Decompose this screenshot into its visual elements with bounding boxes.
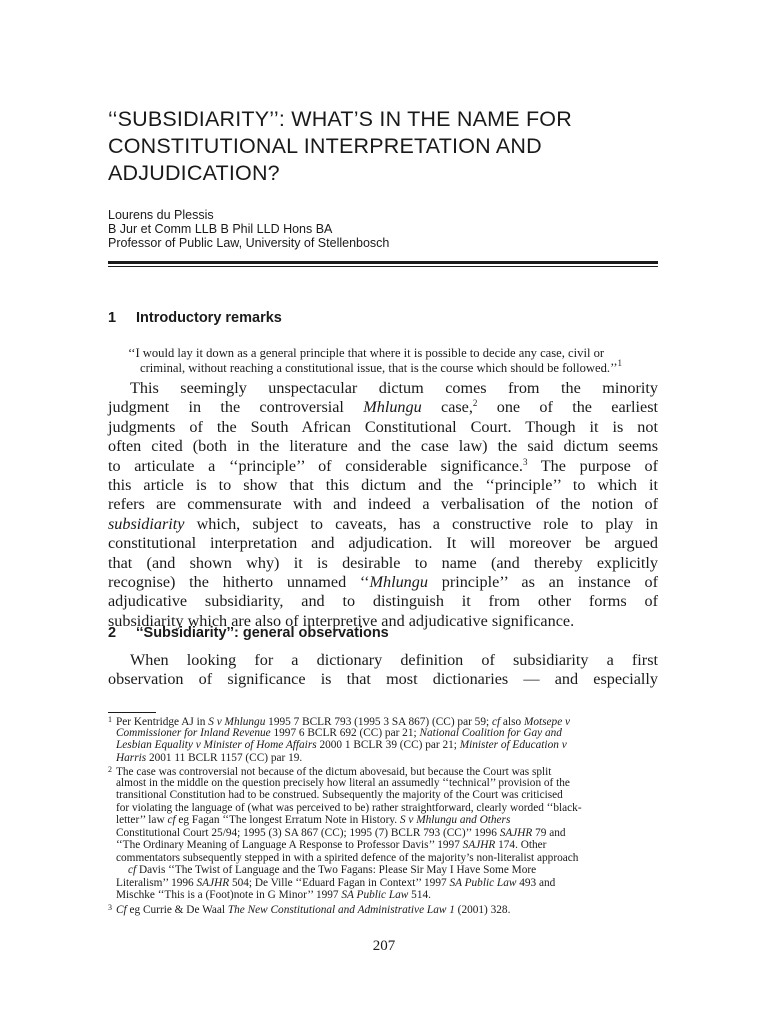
footnote-line: Literalism’’ 1996 SAJHR 504; De Ville ‘‘Eduard Fagan in Context’’ 1997 SA Public Law 493 and	[116, 876, 556, 889]
text-line: that (and shown why) it is desirable to name (and thereby explicitly	[108, 553, 658, 572]
footnote-line: Constitutional Court 25/94; 1995 (3) SA 867 (CC); 1995 (7) BCLR 793 (CC)’’ 1996 SAJHR 79 and	[116, 826, 566, 839]
italic-text: S v Mhlungu	[208, 716, 266, 728]
footnote-ref: 1	[617, 358, 623, 368]
text-line: constitutional interpretation and adjudication. It will moreover be argued	[108, 534, 658, 553]
footnote-ref: 3	[522, 456, 528, 467]
text-line: observation of significance is that most dictionaries — and especially	[108, 670, 658, 689]
text-line: recognise) the hitherto unnamed ‘‘Mhlungu principle’’ as an instance of	[108, 572, 658, 591]
text-line: This seemingly unspectacular dictum comes from the minority	[130, 379, 658, 397]
quote-line	[128, 358, 658, 376]
footnote-rule	[108, 712, 156, 713]
section-title: ‘‘Subsidiarity’’: general observations	[136, 625, 389, 641]
author-name: Lourens du Plessis	[108, 208, 214, 222]
title-line: ADJUDICATION?	[108, 161, 280, 185]
footnote-line: letter’’ law cf eg Fagan ‘‘The longest Erratum Note in History. S v Mhlungu and Others	[116, 814, 511, 826]
italic-text: cf	[167, 814, 176, 826]
italic-text: cf	[491, 716, 501, 728]
footnote-marker: 1	[108, 715, 112, 724]
italic-text: SAJHR	[196, 876, 230, 889]
italic-text: SAJHR	[499, 826, 533, 839]
section-number: 2	[108, 625, 117, 641]
footnote-marker: 2	[108, 765, 112, 774]
italic-text: Minister of Education v	[459, 739, 567, 751]
article-title	[108, 106, 668, 187]
italic-text: Cf	[116, 903, 127, 916]
italic-text: Harris	[116, 751, 147, 764]
section-heading-2	[108, 625, 389, 641]
footnote-line: almost in the middle on the question precisely how literal an assumedly ‘‘technical’’ provision of the	[116, 776, 570, 789]
footnote-line: Lesbian Equality v Minister of Home Affairs 2000 1 BCLR 39 (CC) par 21; Minister of Education v	[116, 739, 567, 751]
footnote-first-line: 3 Cf eg Currie & De Waal The New Constitutional and Administrative Law 1 (2001) 328.	[108, 902, 511, 916]
quote-line: ‘‘I would lay it down as a general principle that where it is possible to decide any case, civil or	[128, 346, 605, 360]
title-line: CONSTITUTIONAL INTERPRETATION AND	[108, 134, 542, 158]
title-rule-thin	[108, 266, 658, 267]
italic-text: SA Public Law	[341, 889, 409, 901]
footnotes	[108, 714, 658, 914]
footnote-ref: 2	[472, 398, 478, 409]
footnote-line: Mischke ‘‘This is a (Foot)note in G Minor’’ 1997 SA Public Law 514.	[116, 889, 431, 901]
text-line: judgment in the controversial Mhlungu case,$^2$ one of the earliest	[108, 398, 659, 417]
footnote-line: Commissioner for Inland Revenue 1997 6 BCLR 692 (CC) par 21; National Coalition for Gay and	[116, 726, 562, 739]
paragraph-observations	[108, 651, 658, 690]
quote-text: criminal, without reaching a constitutional issue, that is the course which should be followed.’’	[140, 361, 618, 375]
italic-text: cf	[128, 864, 137, 876]
italic-text: Mhlungu	[369, 572, 428, 591]
block-quote	[128, 346, 658, 376]
section-title: Introductory remarks	[136, 310, 282, 326]
footnote-first-line: 2 The case was controversial not because of the dictum abovesaid, but because the Court was split	[108, 765, 552, 778]
author-degrees: B Jur et Comm LLB B Phil LLD Hons BA	[108, 222, 333, 236]
page-number: 207	[372, 938, 396, 954]
section-number: 1	[108, 310, 117, 326]
italic-text: The New Constitutional and Administrative Law 1	[227, 903, 455, 916]
italic-text: Mhlungu	[363, 398, 422, 417]
italic-text: Lesbian Equality v Minister of Home Affairs	[116, 739, 317, 751]
author-block	[108, 208, 389, 250]
text-line: When looking for a dictionary definition of subsidiarity a first	[130, 651, 658, 669]
italic-text: National Coalition for Gay and	[419, 726, 562, 739]
text-line: judgments of the South African Constitutional Court. Though it is not	[108, 417, 658, 436]
footnote-line: transitional Constitution had to be construed. Subsequently the majority of the Court was criticised	[116, 789, 563, 801]
italic-text: SA Public Law	[449, 876, 517, 889]
paragraph-intro	[108, 379, 658, 631]
footnote-marker: 3	[108, 902, 112, 912]
title-rule-thick	[108, 261, 658, 264]
footnote-line: for violating the language of (what was perceived to be) rather straightforward, clearly worded ‘‘black-	[116, 801, 582, 814]
text-line: adjudicative subsidiarity, and to distinguish it from other forms of	[108, 592, 658, 611]
section-heading-1	[108, 310, 282, 326]
text-line: to articulate a ‘‘principle’’ of considerable significance.$^3$ The purpose of	[108, 456, 659, 475]
italic-text: Motsepe v	[523, 716, 571, 728]
text-line: subsidiarity which are also of interpretive and adjudicative significance.	[108, 611, 575, 630]
footnote-line: ‘‘The Ordinary Meaning of Language A Response to Professor Davis’’ 1997 SAJHR 174. Other	[116, 839, 547, 851]
text-line: often cited (both in the literature and the case law) the said dictum seems	[108, 437, 658, 456]
text-line: refers are commensurate with and indeed a verbalisation of the notion of	[108, 495, 658, 514]
footnote-line: cf Davis ‘‘The Twist of Language and the Two Fagans: Please Sir May I Have Some More	[128, 864, 537, 876]
italic-text: subsidiarity	[108, 514, 185, 533]
title-line: ‘‘SUBSIDIARITY’’: WHAT’S IN THE NAME FOR	[108, 107, 572, 131]
italic-text: S v Mhlungu and Others	[399, 814, 511, 826]
author-position: Professor of Public Law, University of Stellenbosch	[108, 236, 390, 250]
text-line: this article is to show that this dictum and the ‘‘principle’’ to which it	[108, 475, 658, 494]
text-line: subsidiarity which, subject to caveats, has a constructive role to play in	[108, 514, 658, 533]
italic-text: SAJHR	[462, 839, 496, 851]
footnote-line: Harris 2001 11 BCLR 1157 (CC) par 19.	[116, 751, 303, 764]
footnote-line: commentators subsequently stepped in with a spirited defence of the majority’s non-literalist approach	[116, 851, 579, 864]
footnote-first-line: 1 Per Kentridge AJ in S v Mhlungu 1995 7 BCLR 793 (1995 3 SA 867) (CC) par 59; cf also Motsepe v	[108, 715, 571, 728]
italic-text: Commissioner for Inland Revenue	[116, 726, 271, 739]
